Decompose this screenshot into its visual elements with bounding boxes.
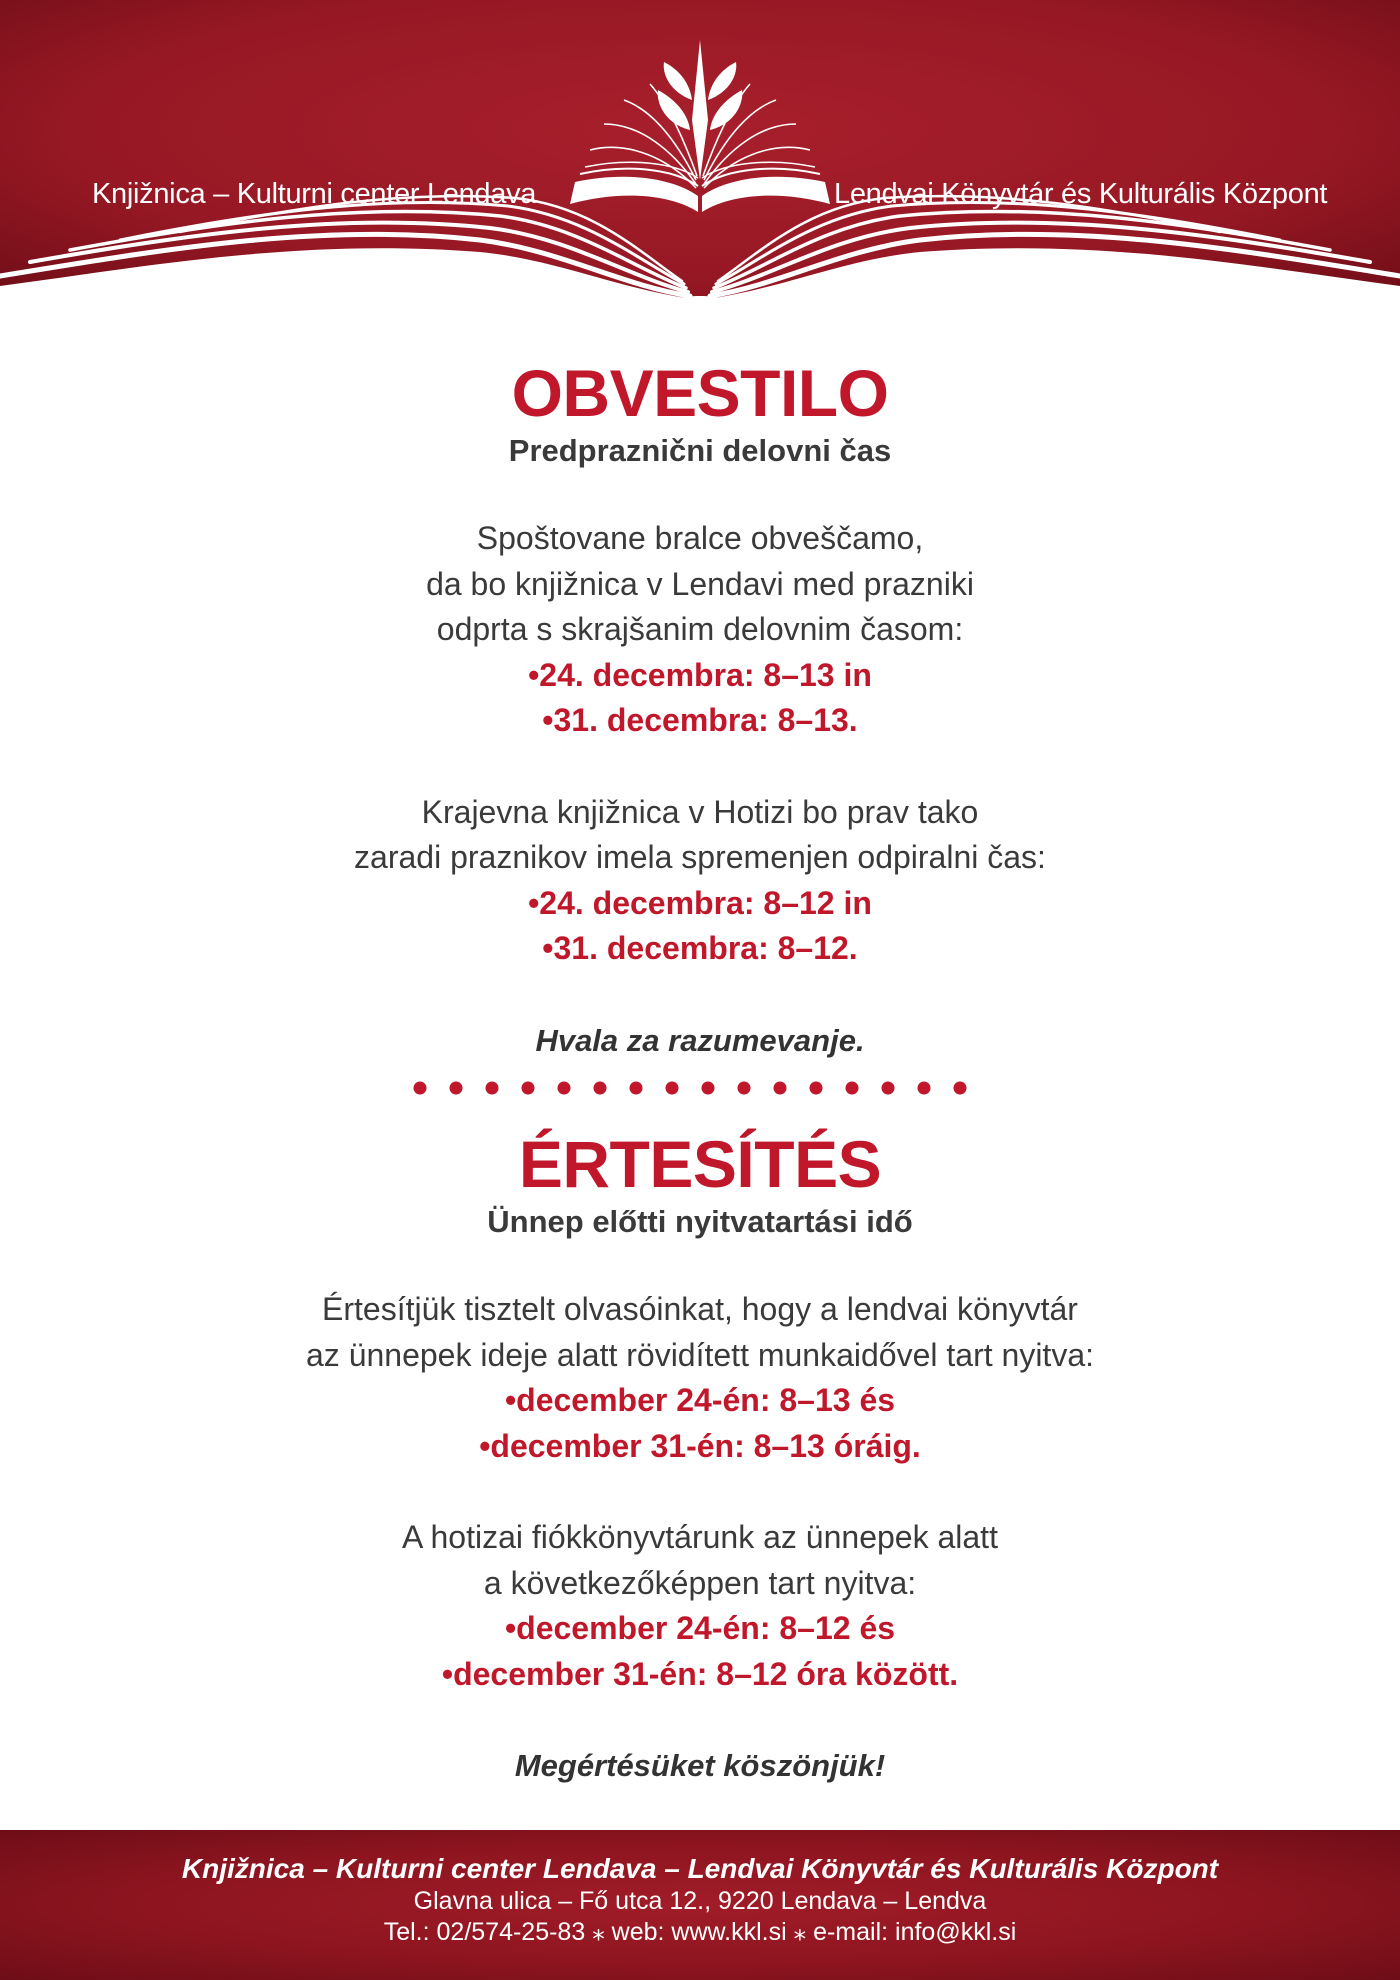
notice-title-hungarian: ÉRTESÍTÉS	[518, 1127, 882, 1201]
hours-line: •31. decembra: 8–12.	[542, 930, 858, 966]
hours-line: •31. decembra: 8–13.	[542, 702, 858, 738]
header-left-text: Knjižnica – Kulturni center Lendava	[92, 178, 537, 210]
text-line: az ünnepek ideje alatt rövidített munkaidővel tart nyitva:	[306, 1336, 1094, 1373]
intro-paragraph-slovene	[0, 516, 1400, 744]
hours-line: •december 24-én: 8–12 és	[504, 1610, 896, 1646]
hours-line: •24. decembra: 8–12 in	[528, 884, 872, 921]
footer-title: Knjižnica – Kulturni center Lendava – Lendvai Könyvtár és Kulturális Központ	[181, 1853, 1219, 1884]
hours-line: •december 31-én: 8–13 óráig.	[479, 1427, 921, 1464]
hours-line: •24. decembra: 8–13 in	[528, 656, 872, 693]
hours-line: •december 24-én: 8–13 és	[504, 1382, 896, 1418]
intro-paragraph-hungarian	[0, 1287, 1400, 1469]
hours-line: •december 31-én: 8–12 óra között.	[441, 1655, 959, 1692]
notice-title-slovene: OBVESTILO	[511, 356, 889, 430]
text-line: Értesítjük tisztelt olvasóinkat, hogy a lendvai könyvtár	[322, 1291, 1078, 1327]
thanks-slovene: Hvala za razumevanje.	[535, 1022, 865, 1058]
footer-address: Glavna ulica – Fő utca 12., 9220 Lendava – Lendva	[413, 1887, 987, 1915]
text-line: Spoštovane bralce obveščamo,	[476, 520, 924, 556]
hotiza-paragraph-slovene	[0, 790, 1400, 972]
dotted-divider	[412, 1076, 988, 1100]
hotiza-paragraph-hungarian	[0, 1515, 1400, 1697]
text-line: A hotizai fiókkönyvtárunk az ünnepek alatt	[402, 1519, 998, 1555]
hungarian-notice	[0, 1126, 1400, 1788]
text-line: Krajevna knjižnica v Hotizi bo prav tako	[421, 793, 979, 830]
header-banner	[0, 0, 1400, 330]
header-right-text: Lendvai Könyvtár és Kulturális Központ	[834, 178, 1328, 210]
footer-contact: Tel.: 02/574-25-83 ⁎ web: www.kkl.si ⁎ e-mail: info@kkl.si	[383, 1918, 1017, 1946]
text-line: zaradi praznikov imela spremenjen odpiralni čas:	[354, 839, 1046, 875]
header-background	[0, 0, 1400, 330]
footer-banner	[0, 1830, 1400, 1980]
notice-subtitle-slovene: Predpraznični delovni čas	[508, 433, 892, 468]
text-line: a következőképpen tart nyitva:	[483, 1564, 917, 1601]
slovene-notice	[0, 355, 1400, 1063]
text-line: odprta s skrajšanim delovnim časom:	[436, 611, 964, 647]
notice-subtitle-hungarian: Ünnep előtti nyitvatartási idő	[487, 1204, 913, 1239]
text-line: da bo knjižnica v Lendavi med prazniki	[426, 565, 974, 602]
thanks-hungarian: Megértésüket köszönjük!	[514, 1748, 886, 1783]
